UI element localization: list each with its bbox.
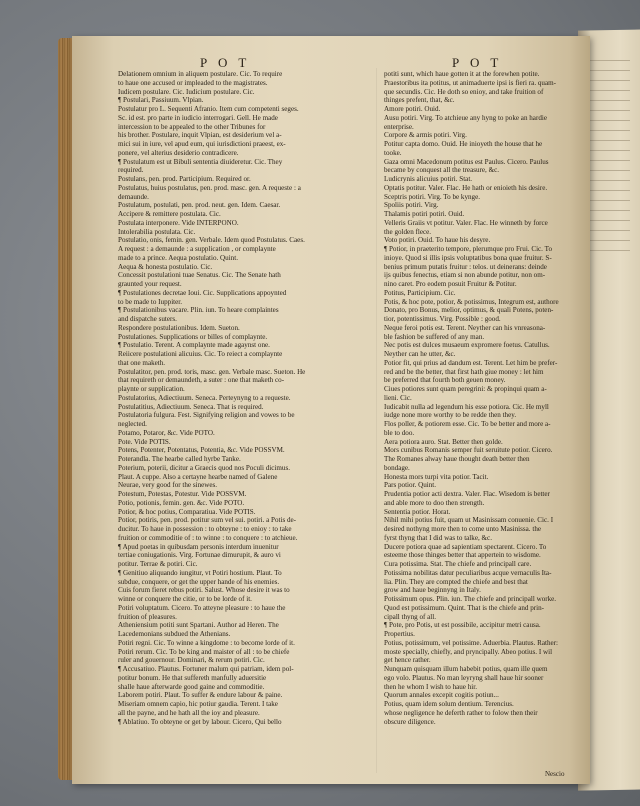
text-line: and able more to doo then strength. bbox=[384, 498, 485, 507]
text-line: bondage. bbox=[384, 463, 410, 472]
text-line: enterprise. bbox=[384, 122, 414, 131]
text-line: ¶ Genitiuo aliquando iungitur, vt Potiri hostium. Plaut. To bbox=[118, 568, 282, 577]
text-line: Plaut. A cuppe. Also a certayne hearbe named of Galene bbox=[118, 472, 278, 481]
text-line: ¶ Postulatio. Terent. A complaynte made agaynst one. bbox=[118, 341, 270, 350]
text-line: tertiae coniugationis. Virg. Fortunae dimurupit, & auro vi bbox=[118, 551, 281, 560]
text-line: intercession to be appealed to the other Tribunes for bbox=[118, 122, 266, 131]
text-line: Optatis potitur. Valer. Flac. He hath or enioieth his desire. bbox=[384, 183, 548, 192]
text-line: shalle haue afterwarde good gaine and commoditie. bbox=[118, 682, 265, 691]
text-line: subdue, conquere, or get the upper hande of his enemies. bbox=[118, 577, 280, 586]
text-line: graunted your request. bbox=[118, 280, 182, 288]
text-line: Potior, & hoc potius, Comparatiua. Vide POTIS. bbox=[118, 507, 256, 516]
text-line: Miseriam omnem capio, hic potiur gaudia. Terent. I take bbox=[118, 700, 278, 708]
text-line: Honesta mors turpi vita potior. Tacit. bbox=[384, 472, 489, 481]
text-line: Potens, Potenter, Potentatus, Potentia, &c. Vide POSSVM. bbox=[118, 446, 285, 455]
text-line: Potior, potiris, pen. prod. potitur sum vel sui. potiri. a Potis de- bbox=[118, 516, 297, 525]
text-line: Voto potiri. Ouid. To haue his desyre. bbox=[384, 236, 491, 245]
text-line: Sceptris potiri. Virg. To be kynge. bbox=[384, 192, 481, 201]
text-line: Laborem potiri. Plaut. To suffer & endure labour & paine. bbox=[118, 691, 283, 700]
text-line: thinges prefent, that, &c. bbox=[384, 96, 455, 105]
text-line: iudge none more worthy to be redde then they. bbox=[384, 411, 517, 420]
text-line: Pote. Vide POTIS. bbox=[118, 437, 171, 446]
text-line: winne or conquere the citie, or to be lorde of it. bbox=[118, 595, 252, 603]
text-line: ponere, vel alterius desiderio contradicere. bbox=[118, 148, 239, 157]
text-line: Potis, & hoc pote, potior, & potissimus, Integrum est, authore bbox=[384, 297, 559, 306]
text-line: Sc. id est. pro parte in iudicio interrogari. Gell. He made bbox=[118, 113, 278, 122]
text-line: Reiicere postulationi alicuius. Cic. To reiect a complaynte bbox=[118, 350, 283, 358]
text-line: Flos poller, & potiorem esse. Cic. To be better and more a- bbox=[384, 420, 551, 428]
text-line: Sententia potior. Horat. bbox=[384, 507, 451, 516]
text-line: Cura potissima. Stat. The chiefe and principall care. bbox=[384, 560, 532, 568]
text-line: Neque feroi potis est. Terent. Neyther can his vnreasona- bbox=[384, 323, 546, 332]
text-line: nino caret. Pro eodem posuit Fruitur & Potitur. bbox=[384, 280, 517, 288]
text-line: ¶ Accusatiuo. Plautus. Fortuner malum qui patriam, idem pol- bbox=[118, 665, 294, 673]
text-line: that requireth or demaundeth, a suter : one that maketh co- bbox=[118, 376, 285, 385]
text-line: Donato, pro Bonus, melior, optimus, & quali Potens, poten- bbox=[384, 306, 554, 315]
text-line: ¶ Potior, in praeterito tempore, plerumque pro Frui. Cic. To bbox=[384, 245, 552, 253]
text-line: Iudicabit nulla ad legendum his esse potiora. Cic. He myll bbox=[384, 402, 549, 411]
text-line: Postulatum, postulati, pen. prod. neut. gen. Idem. Caesar. bbox=[118, 201, 281, 210]
text-line: Lacedemonians subdued the Athenians. bbox=[118, 630, 231, 638]
text-line: esteeme those thinges better that appertein to wisdome. bbox=[384, 551, 541, 560]
text-line: fruition of pleasures. bbox=[118, 612, 177, 621]
text-line: ¶ Postulatum est ut Bibuli sententia diuideretur. Cic. They bbox=[118, 157, 283, 166]
text-line: Postulatitius, Adiectiuum. Seneca. That is required. bbox=[118, 402, 264, 411]
text-line: Gaza omni Macedonum potitus est Paulus. Cicero. Paulus bbox=[384, 157, 549, 166]
text-line: Aequa & honesta postulatio. Cic. bbox=[118, 262, 213, 271]
text-line: that one maketh. bbox=[118, 358, 166, 367]
text-line: Potamo, Potaror, &c. Vide POTO. bbox=[118, 428, 215, 437]
text-line: whose negligence he deferth rather to folow then their bbox=[384, 708, 538, 717]
text-line: Ducere potiora quae ad sapientiam spectarent. Cicero. To bbox=[384, 542, 547, 551]
text-line: made to a prince. Aequa postulatio. Quint. bbox=[118, 253, 238, 262]
text-line: ruler and gouernour. Dominari, & rerum potiri. Cic. bbox=[118, 656, 265, 665]
text-line: lieni. Cic. bbox=[384, 393, 412, 402]
running-head-right: P O T bbox=[452, 55, 503, 70]
text-line: potitur. Terrae & potiri. Cic. bbox=[118, 560, 198, 568]
text-line: and dispatche suters. bbox=[118, 315, 177, 323]
text-line: fyrst thyng that I did was to talke, &c. bbox=[384, 533, 492, 542]
text-line: neglected. bbox=[118, 420, 147, 428]
text-line: lia. Plin. They are compted the chiefe and best that bbox=[384, 577, 528, 586]
text-line: Corpore & armis potiri. Virg. bbox=[384, 131, 467, 140]
text-line: Potissima nobilitas datur peculiaribus acque vernaculis Ita- bbox=[384, 568, 552, 577]
text-line: mici sui in iure, vel apud eum, qui iurisdictioni praeest, ex- bbox=[118, 140, 286, 148]
facing-page-lines bbox=[590, 60, 630, 260]
text-line: ble to doo. bbox=[384, 428, 415, 437]
text-line: playnte or supplication. bbox=[118, 385, 185, 393]
text-line: Ciues potiores sunt quam peregrini: & propinqui quam a- bbox=[384, 385, 547, 393]
text-line: Poterium, poterii, dicitur a Graecis quod nos Poculi dicimus. bbox=[118, 463, 290, 472]
text-line: A request : a demaunde : a supplication , or complaynte bbox=[118, 245, 276, 253]
text-line: desired nothyng more then to come unto Masinissa. the bbox=[384, 525, 542, 533]
text-line: Postulatur pro L. Sequenti Afranio. Item cum competenti seges. bbox=[118, 105, 299, 113]
text-line: Potius, quam idem solum dentium. Terencius. bbox=[384, 700, 514, 708]
text-line: Potiri regni. Cic. To winne a kingdome : to become lorde of it. bbox=[118, 638, 295, 647]
text-line: ¶ Apud poetas in quibusdam personis interdum inuenitur bbox=[118, 542, 279, 551]
text-line: get hence rather. bbox=[384, 656, 431, 665]
text-line: Amore potiri. Ouid. bbox=[384, 105, 441, 113]
text-line: obscure diligence. bbox=[384, 717, 436, 726]
text-line: Postulatoria fulgura. Fest. Signifying religion and vowes to be bbox=[118, 411, 295, 420]
text-line: to be made to Iuppiter. bbox=[118, 297, 183, 306]
text-line: Pars potior. Quint. bbox=[384, 481, 437, 490]
text-line: Respondere postulationibus. Idem. Sueton. bbox=[118, 323, 240, 332]
text-line: demaunde. bbox=[118, 192, 149, 201]
text-line: Aera potiora auro. Stat. Better then golde. bbox=[384, 437, 503, 446]
text-line: Delationem omnium in aliquem postulare. Cic. To require bbox=[118, 70, 283, 78]
text-line: Velleris Graiis vt potitur. Valer. Flac. He winneth by force bbox=[384, 218, 548, 227]
text-line: cipall thyng of all. bbox=[384, 612, 437, 621]
text-line: red and be the better, that first hath giue money : let him bbox=[384, 367, 544, 376]
text-line: all the payne, and he hath all the ioy and pleasure. bbox=[118, 708, 260, 717]
text-line: Thalamis potiri potiri. Ouid. bbox=[384, 210, 465, 218]
text-line: que secundis. Cic. He doth so enioy, and take fruition of bbox=[384, 87, 544, 96]
text-line: Intolerabilia postulata. Cic. bbox=[118, 227, 196, 236]
text-line: Neurae, very good for the sinewes. bbox=[118, 481, 218, 490]
catchword: Nescio bbox=[545, 770, 565, 778]
text-line: Concessit postulationi tuae Senatus. Cic. The Senate hath bbox=[118, 271, 281, 280]
text-line: Postulatio, onis, femin. gen. Verbale. Idem quod Postulatus. Caes. bbox=[118, 236, 305, 245]
text-line: benius primum putatis fruitur : telos. ut deinerans: deinde bbox=[384, 262, 547, 271]
text-line: Postulationes. Supplications or billes of complaynte. bbox=[118, 332, 268, 341]
column-gutter bbox=[376, 68, 377, 773]
text-line: Potiri rerum. Cic. To be king and maister of all : to be chiefe bbox=[118, 647, 290, 656]
text-line: grow and haue beginnyng in Italy. bbox=[384, 586, 481, 595]
text-line: then he whom I wish to haue hir. bbox=[384, 682, 477, 691]
text-line: Potitus, Participium. Cic. bbox=[384, 288, 456, 297]
text-line: ble fashion be suffered of any man. bbox=[384, 332, 485, 341]
text-line: to haue one accused or impleaded to the magistrates. bbox=[118, 78, 268, 87]
text-line: Praestoribus ita potitus, ut animaduerte ipsi is fieri ra. quam- bbox=[384, 78, 556, 87]
text-line: ¶ Postulationes decretae Ioui. Cic. Supplications appoynted bbox=[118, 288, 287, 297]
text-line: Quorum annales excepit cogitis potiun... bbox=[384, 691, 499, 700]
text-line: Cuis forum fieret rebus potiri. Salust. Whose desire it was to bbox=[118, 586, 290, 595]
text-line: Potio, potionis, femin. gen. &c. Vide POTO. bbox=[118, 498, 245, 507]
text-line: Mors cunibus Romanis semper fuit seruitute potior. Cicero. bbox=[384, 446, 553, 455]
text-line: ¶ Ablatiuo. To obteyne or get by labour. Cicero, Qui bello bbox=[118, 717, 282, 726]
text-line: be preferred that fourth both geuen money. bbox=[384, 376, 506, 385]
text-line: became by conquest all the treasure, &c. bbox=[384, 166, 500, 175]
text-line: Neyther can he utter, &c. bbox=[384, 350, 456, 358]
text-line: Ludicrynis alicuius potiri. Stat. bbox=[384, 175, 473, 183]
text-line: Ausu potiri. Virg. To atchieue any hyng to poke an hardie bbox=[384, 113, 547, 122]
text-line: Iudicem postulare. Cic. Iudicium postulare. Cic. bbox=[118, 87, 255, 96]
left-column bbox=[118, 70, 376, 726]
text-line: Nec potis est dulces musaeum expromere foetus. Catullus. bbox=[384, 341, 550, 350]
text-line: Postulata interponere. Vide INTERPONO. bbox=[118, 218, 239, 227]
text-line: Quod est potissimum. Quint. That is the chiefe and prin- bbox=[384, 603, 545, 612]
text-line: the golden flece. bbox=[384, 227, 432, 236]
text-line: Postulatorius, Adiectiuum. Seneca. Perteynyng to a requeste. bbox=[118, 393, 291, 402]
text-line: The Romanes alway haue thought death better then bbox=[384, 455, 530, 463]
text-line: Potestum, Potestas, Potestur. Vide POSSVM. bbox=[118, 490, 247, 498]
text-line: Accipere & remittere postulata. Cic. bbox=[118, 210, 221, 218]
text-line: tooke. bbox=[384, 148, 402, 157]
text-line: Poterandla. The hearbe called hyrbe Tanke. bbox=[118, 455, 241, 463]
text-line: Potius, potissimum, vel potissime. Aduerbia. Plautus. Rather: bbox=[384, 638, 558, 647]
text-line: ¶ Postulari, Passiuum. Vlpian. bbox=[118, 96, 204, 105]
text-line: moste specially, chiefly, and pryncipally. Abeo potius. I wil bbox=[384, 647, 553, 656]
text-line: potitur bonum. He that suffereth manfully aduersitie bbox=[118, 673, 267, 682]
text-line: ego volo. Plautus. No man leyryng shall haue hir sooner bbox=[384, 673, 544, 682]
text-line: Potior fit, qui prius ad dandum est. Terent. Let him be prefer- bbox=[384, 358, 558, 367]
text-line: Postulatitor, pen. prod. toris, masc. gen. Verbale masc. Sueton. He bbox=[118, 367, 306, 376]
text-line: Prudentia potior acti dextra. Valer. Flac. Wisedom is better bbox=[384, 490, 550, 498]
text-line: inioye. Quod si illis ipsis voluptatibus bona quae fruitur. S- bbox=[384, 253, 552, 262]
text-line: Nihil mihi potius fuit, quam ut Masinissam conuenie. Cic. I bbox=[384, 516, 554, 525]
text-line: ducitur. To haue in possession : to obteyne : to enioy : to take bbox=[118, 525, 292, 533]
text-line: potiti sunt, which haue gotten it at the forewhen potite. bbox=[384, 70, 540, 78]
text-line: Propertius. bbox=[384, 630, 415, 638]
text-line: Atheniensium potiti sunt Spartani. Author ad Heren. The bbox=[118, 621, 279, 630]
text-line: Spoliis potiri. Virg. bbox=[384, 201, 439, 210]
text-line: Postulans, pen. prod. Participium. Required or. bbox=[118, 175, 251, 183]
text-line: Potitur capta domo. Ouid. He inioyeth the house that he bbox=[384, 140, 543, 148]
text-line: Potiri voluptatum. Cicero. To atteyne pleasure : to haue the bbox=[118, 603, 286, 612]
text-line: tior, potentissimus. Virg. Possible : good. bbox=[384, 315, 501, 323]
text-line: Potissimum opus. Plin. iun. The chiefe and principall worke. bbox=[384, 595, 557, 603]
running-head-left: P O T bbox=[200, 55, 251, 70]
right-column bbox=[384, 70, 572, 726]
text-line: Postulatus, huius postulatus, pen. prod. masc. gen. A requeste : a bbox=[118, 183, 301, 192]
text-line: Nunquam quisquam illum habebit potius, quam ille quem bbox=[384, 665, 548, 673]
text-line: his brother. Postulare, inquit Vlpian, est desiderium vel a- bbox=[118, 131, 282, 140]
text-line: ¶ Postulationibus vacare. Plin. iun. To heare complaintes bbox=[118, 306, 279, 315]
text-line: ¶ Pote, pro Potis, ut est possibile, accipitur metri causa. bbox=[384, 621, 541, 630]
text-line: required. bbox=[118, 166, 144, 175]
text-line: fruition or commoditie of : to winne : to conquere : to atchieue. bbox=[118, 533, 298, 542]
text-line: ijs quibus fenectus, etiam si non abunde potitur, non om- bbox=[384, 271, 546, 280]
